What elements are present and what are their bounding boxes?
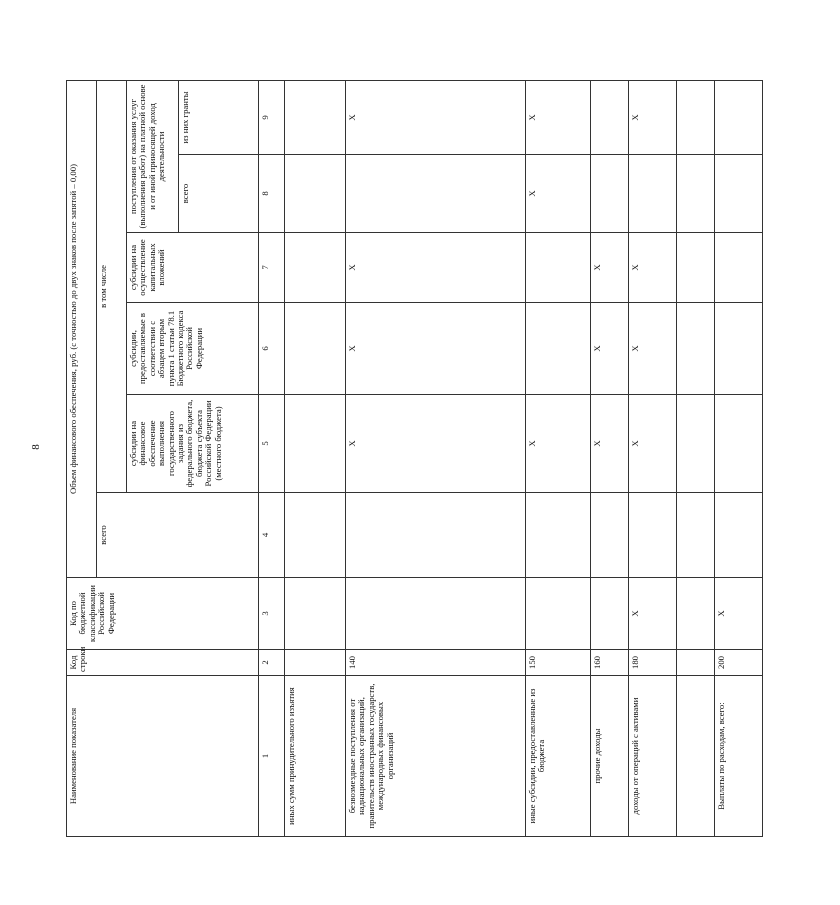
row-name: Выплаты по расходам, всего: [715,676,763,837]
cell-col8 [591,155,629,233]
cell-total [629,493,677,578]
cell-col6 [677,303,715,395]
cell-total [677,493,715,578]
header-total: всего [97,493,259,578]
cell-col9: X [346,80,526,154]
row-budget-code [526,578,591,650]
cell-col8 [285,155,346,233]
cell-col9 [677,80,715,154]
row-budget-code [346,578,526,650]
row-budget-code [591,578,629,650]
table-row [591,80,629,836]
cell-col5: X [526,395,591,493]
cell-col9: X [629,80,677,154]
header-col6: субсидии, предоставляемые в соответствии с абзацем вторым пункта 1 статьи 78.1 Бюджетного кодекса Российской Федерации [127,303,259,395]
column-number: 5 [259,395,285,493]
cell-col6: X [346,303,526,395]
row-name: иные субсидии, предоставленные из бюджета [526,676,591,837]
row-code: 160 [591,650,629,676]
cell-col6 [285,303,346,395]
column-number: 7 [259,233,285,303]
row-name [677,676,715,837]
row-name: доходы от операций с активами [629,676,677,837]
cell-col7 [715,233,763,303]
cell-col8 [346,155,526,233]
cell-col5: X [629,395,677,493]
row-budget-code: X [715,578,763,650]
row-code: 200 [715,650,763,676]
header-col9: из них гранты [179,80,259,154]
cell-total [715,493,763,578]
row-name: безвозмездные поступления от наднациональных организаций, правительств иностранных государств, международных финансовых организаций [346,676,526,837]
table-row [629,80,677,836]
cell-total [526,493,591,578]
cell-col6: X [629,303,677,395]
row-budget-code [677,578,715,650]
header-col5: субсидии на финансовое обеспечение выполнения государственного задания из федерального бюджета, бюджета субъекта Российской Федерации (местного бюджета) [127,395,259,493]
header-row-1 [67,80,97,836]
column-number: 9 [259,80,285,154]
header-including: в том числе [97,80,127,492]
header-budget-code: Код по бюджетной классификации Российской Федерации [67,578,259,650]
table-row [715,80,763,836]
cell-col5 [677,395,715,493]
header-col8-group: поступления от оказания услуг (выполнения работ) на платной основе и от иной приносящей доход деятельности [127,80,179,232]
column-number: 4 [259,493,285,578]
cell-col7 [285,233,346,303]
table-row [285,80,346,836]
row-name: иных сумм принудительного изъятия [285,676,346,837]
cell-col5 [715,395,763,493]
row-code: 140 [346,650,526,676]
cell-col9 [591,80,629,154]
financial-table [66,80,763,837]
cell-col6: X [591,303,629,395]
header-code: Код строки [67,650,259,676]
cell-col8 [715,155,763,233]
cell-total [285,493,346,578]
header-volume: Объем финансового обеспечения, руб. (с точностью до двух знаков после запятой – 0,00) [67,80,97,577]
cell-col7: X [629,233,677,303]
cell-col7 [526,233,591,303]
cell-col7 [677,233,715,303]
cell-col9 [715,80,763,154]
row-name: прочие доходы [591,676,629,837]
table-row [677,80,715,836]
cell-col6 [526,303,591,395]
row-code [677,650,715,676]
column-number: 6 [259,303,285,395]
column-number-row [259,80,285,836]
page-frame [48,48,726,840]
cell-total [346,493,526,578]
row-code [285,650,346,676]
cell-col7: X [346,233,526,303]
cell-col8 [677,155,715,233]
cell-col5 [285,395,346,493]
row-code: 150 [526,650,591,676]
cell-col5: X [346,395,526,493]
header-col7: субсидии на осуществление капитальных вложений [127,233,259,303]
cell-col8 [629,155,677,233]
cell-col7: X [591,233,629,303]
header-name: Наименование показателя [67,676,259,837]
column-number: 3 [259,578,285,650]
page-number: 8 [30,444,42,450]
table-row [526,80,591,836]
row-budget-code [285,578,346,650]
cell-total [591,493,629,578]
column-number: 8 [259,155,285,233]
table-row [346,80,526,836]
rotated-page [48,48,840,829]
row-budget-code: X [629,578,677,650]
column-number: 1 [259,676,285,837]
cell-col8: X [526,155,591,233]
cell-col6 [715,303,763,395]
cell-col5: X [591,395,629,493]
column-number: 2 [259,650,285,676]
header-col8: всего [179,155,259,233]
cell-col9 [285,80,346,154]
cell-col9: X [526,80,591,154]
row-code: 180 [629,650,677,676]
